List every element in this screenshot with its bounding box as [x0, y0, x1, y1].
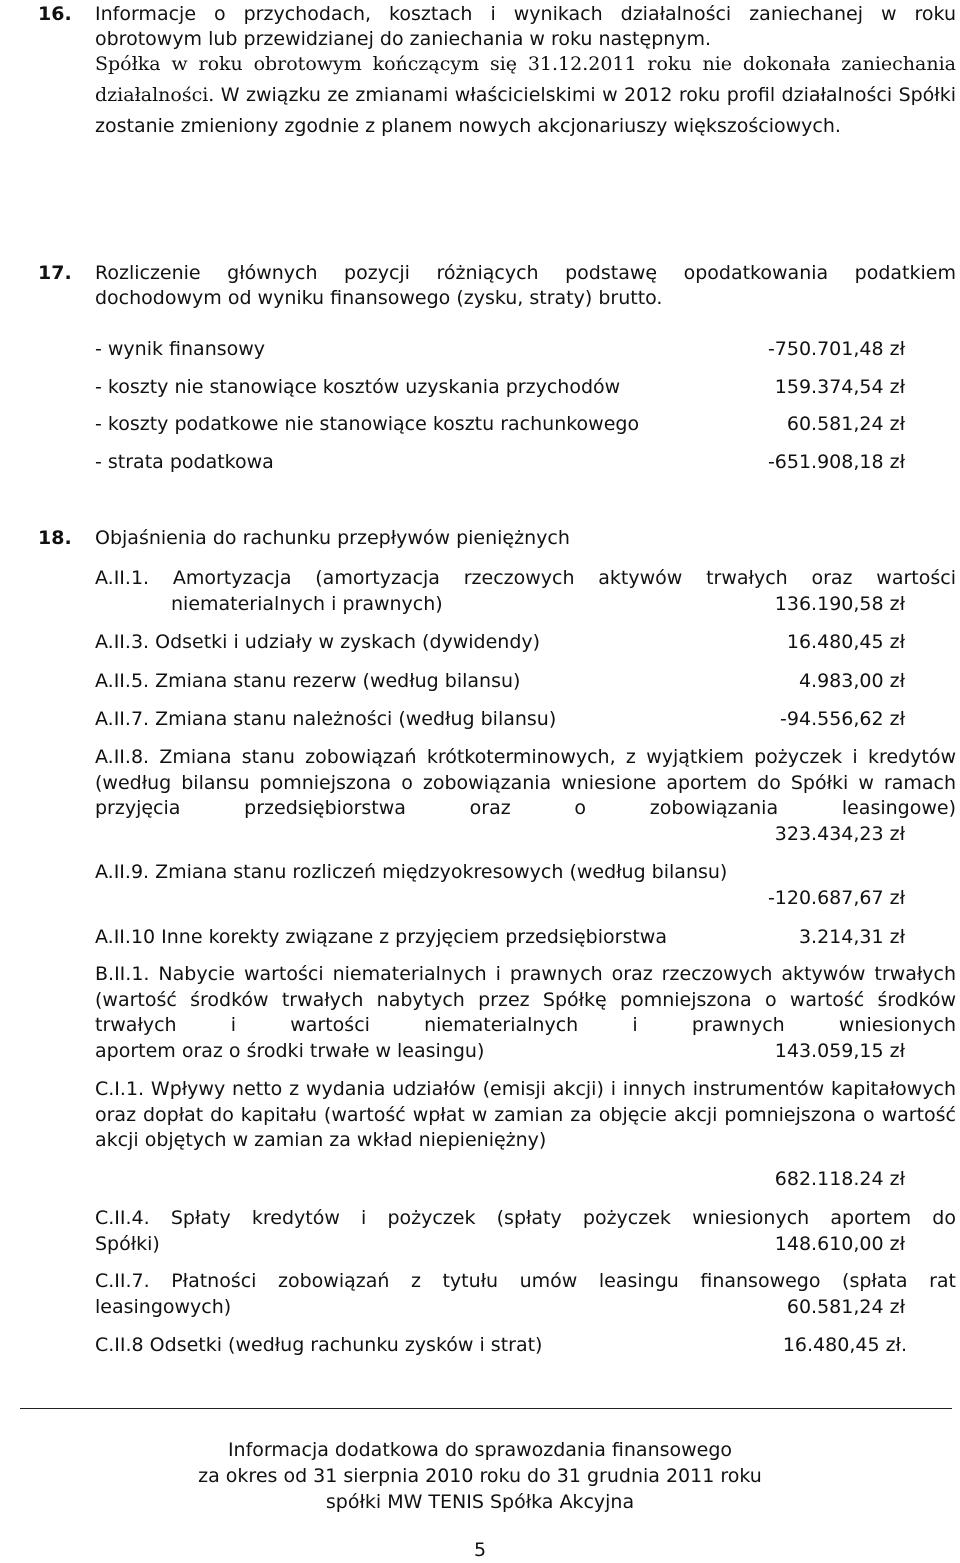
item-text: C.II.7. Płatności zobowiązań z tytułu umów leasingu finansowego (spłata rat: [95, 1270, 956, 1292]
tax-row: [95, 450, 905, 475]
section-18-heading: [38, 526, 956, 551]
row-value: -750.701,48 zł: [767, 338, 905, 360]
item-value: 16.480,45 zł: [786, 631, 905, 653]
cashflow-item-c-ii-4: [95, 1206, 956, 1257]
item-text: A.II.9. Zmiana stanu rozliczeń międzyokresowych (według bilansu): [95, 861, 728, 883]
tax-row: [95, 412, 905, 437]
item-label: A.II.3. Odsetki i udziały w zyskach (dywidendy): [95, 631, 541, 653]
row-value: -651.908,18 zł: [767, 451, 905, 473]
section-16-paragraph: [95, 49, 956, 142]
paragraph-serif-text: Spółka w roku obrotowym kończącym się 31.12.2011 roku nie dokonała zaniechania działalności.: [95, 53, 956, 106]
footer-line-2: za okres od 31 sierpnia 2010 roku do 31 grudnia 2011 roku: [198, 1465, 762, 1487]
cashflow-item-a-ii-3: [95, 630, 905, 655]
footer-divider: [20, 1408, 952, 1409]
page-number: 5: [473, 1539, 487, 1561]
item-value: -120.687,67 zł: [767, 886, 905, 909]
cashflow-item-a-ii-5: [95, 669, 905, 694]
item-text: A.II.1. Amortyzacja (amortyzacja rzeczowych aktywów trwałych oraz wartości: [95, 567, 956, 589]
row-value: 60.581,24 zł: [786, 413, 905, 435]
paragraph-sans-text: W związku ze zmianami właścicielskimi w 2012 roku profil działalności Spółki zostanie zmieniony zgodnie z planem nowych akcjonariuszy większościowych.: [95, 84, 956, 137]
section-title: Objaśnienia do rachunku przepływów pieniężnych: [95, 527, 570, 549]
section-title: Informacje o przychodach, kosztach i wynikach działalności zaniechanej w roku obrotowym lub przewidzianej do zaniechania w roku następnym.: [95, 3, 956, 50]
cashflow-item-a-ii-7: [95, 707, 905, 732]
item-text: A.II.8. Zmiana stanu zobowiązań krótkoterminowych, z wyjątkiem pożyczek i kredytów (według bilansu pomniejszona o zobowiązania wniesione aportem do Spółki w ramach przyjęcia przedsiębiorstwa oraz o zobowiązania leasingowe): [95, 746, 956, 819]
row-label: - wynik finansowy: [95, 338, 266, 360]
item-value: 143.059,15 zł: [774, 1039, 905, 1062]
section-number: 17.: [38, 262, 72, 284]
row-label: - koszty nie stanowiące kosztów uzyskania przychodów: [95, 376, 621, 398]
item-label: A.II.7. Zmiana stanu należności (według bilansu): [95, 708, 557, 730]
section-16-heading: [38, 2, 956, 52]
row-value: 159.374,54 zł: [774, 376, 905, 398]
cashflow-item-a-ii-1: [95, 566, 956, 617]
footer-line-1: Informacja dodatkowa do sprawozdania finansowego: [227, 1439, 733, 1461]
cashflow-item-c-ii-7: [95, 1269, 956, 1320]
cashflow-item-a-ii-9: [95, 860, 956, 911]
footer-line-3: spółki MW TENIS Spółka Akcyjna: [325, 1491, 635, 1513]
item-value: 323.434,23 zł: [774, 822, 905, 845]
cashflow-item-a-ii-10: [95, 925, 905, 950]
item-value: 682.118.24 zł: [774, 1167, 905, 1190]
item-text-continued: leasingowych): [95, 1295, 232, 1318]
item-value: 60.581,24 zł: [786, 1295, 905, 1318]
cashflow-item-b-ii-1: [95, 962, 956, 1064]
item-value: 3.214,31 zł: [798, 926, 905, 948]
item-label: A.II.5. Zmiana stanu rezerw (według bilansu): [95, 670, 521, 692]
item-text-continued: Spółki): [95, 1232, 160, 1255]
item-value: 136.190,58 zł: [774, 592, 905, 615]
cashflow-item-c-ii-8: [95, 1333, 905, 1358]
item-value: 4.983,00 zł: [798, 670, 905, 692]
section-17-heading: [38, 261, 956, 311]
cashflow-item-c-i-1: [95, 1077, 956, 1192]
item-text: C.II.4. Spłaty kredytów i pożyczek (spłaty pożyczek wniesionych aportem do: [95, 1207, 956, 1229]
section-number: 16.: [38, 3, 72, 25]
item-label: A.II.10 Inne korekty związane z przyjęciem przedsiębiorstwa: [95, 926, 667, 948]
row-label: - koszty podatkowe nie stanowiące kosztu rachunkowego: [95, 413, 640, 435]
item-text: B.II.1. Nabycie wartości niematerialnych i prawnych oraz rzeczowych aktywów trwałych (wartość środków trwałych nabytych przez Spółkę pomniejszona o wartość środków trwałych i wartości niematerialnych i prawnych wniesionych: [95, 963, 956, 1036]
item-label: C.II.8 Odsetki (według rachunku zysków i strat): [95, 1334, 543, 1356]
row-label: - strata podatkowa: [95, 451, 274, 473]
item-text-continued: niematerialnych i prawnych): [171, 592, 443, 615]
item-text: C.I.1. Wpływy netto z wydania udziałów (emisji akcji) i innych instrumentów kapitałowych oraz dopłat do kapitału (wartość wpłat w zamian za objęcie akcji pomniejszona o wartość akcji objętych w zamian za wkład niepieniężny): [95, 1078, 956, 1151]
item-text-continued: aportem oraz o środki trwałe w leasingu): [95, 1039, 485, 1062]
tax-row: [95, 337, 905, 362]
item-value: 148.610,00 zł: [774, 1232, 905, 1255]
item-value: 16.480,45 zł.: [782, 1334, 907, 1356]
tax-row: [95, 375, 905, 400]
cashflow-item-a-ii-8: [95, 745, 956, 847]
item-value: -94.556,62 zł: [780, 708, 905, 730]
section-title: Rozliczenie głównych pozycji różniących podstawę opodatkowania podatkiem dochodowym od wyniku finansowego (zysku, straty) brutto.: [95, 262, 956, 309]
section-number: 18.: [38, 527, 72, 549]
